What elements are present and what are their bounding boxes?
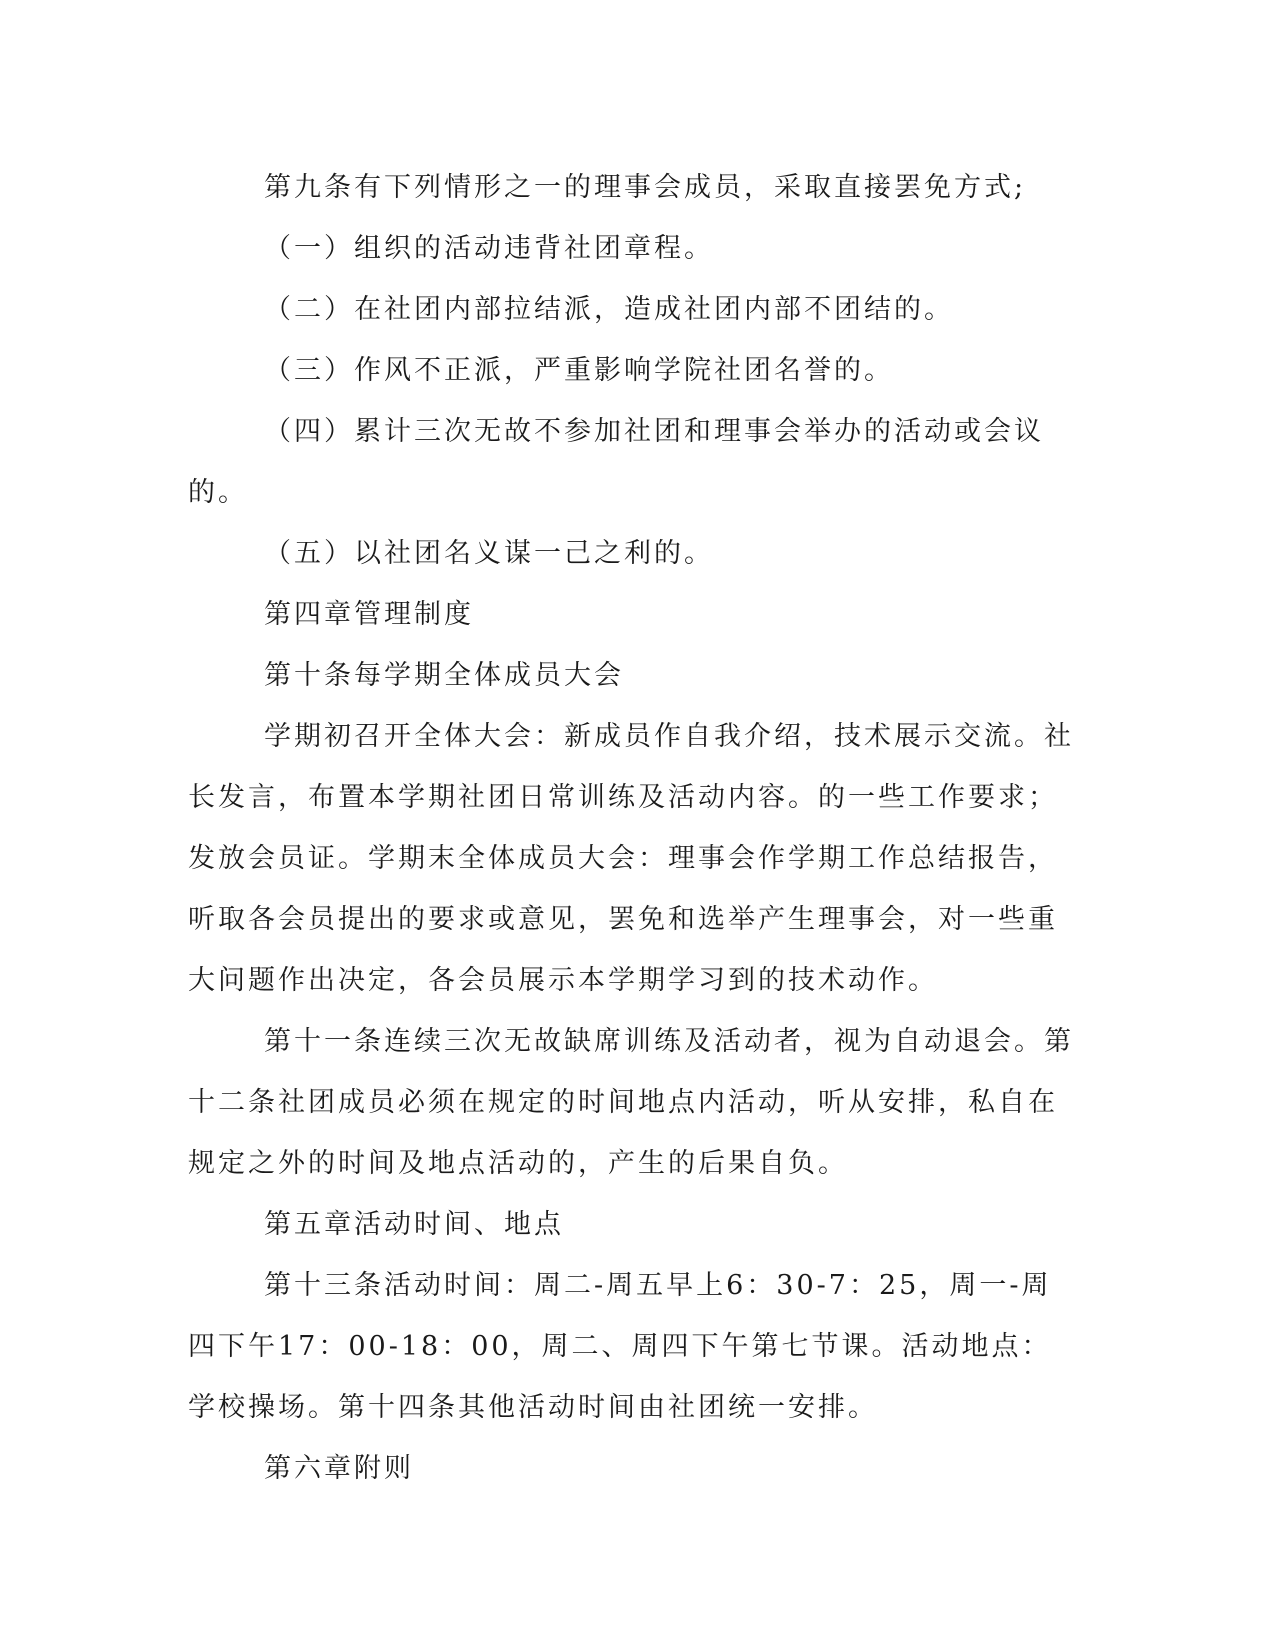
article-9-item-2: （二）在社团内部拉结派，造成社团内部不团结的。 (264, 294, 954, 325)
article-10-heading: 第十条每学期全体成员大会 (264, 660, 624, 691)
article-11-12-body: 第十一条连续三次无故缺席训练及活动者，视为自动退会。第十二条社团成员必须在规定的时间地点内活动，听从安排，私自在规定之外的时间及地点活动的，产生的后果自负。 (188, 1026, 1074, 1179)
chapter-5-title: 第五章活动时间、地点 (264, 1209, 564, 1240)
article-9-item-4: （四）累计三次无故不参加社团和理事会举办的活动或会议的。 (188, 416, 1044, 508)
article-13-14-body: 第十三条活动时间：周二-周五早上6：30-7：25，周一-周四下午17：00-18：00，周二、周四下午第七节课。活动地点：学校操场。第十四条其他活动时间由社团统一安排。 (188, 1270, 1052, 1423)
chapter-4-title: 第四章管理制度 (264, 599, 474, 630)
article-10-body: 学期初召开全体大会：新成员作自我介绍，技术展示交流。社长发言，布置本学期社团日常训练及活动内容。的一些工作要求；发放会员证。学期末全体成员大会：理事会作学期工作总结报告，听取各会员提出的要求或意见，罢免和选举产生理事会，对一些重大问题作出决定，各会员展示本学期学习到的技术动作。 (188, 721, 1074, 996)
article-9-item-1: （一）组织的活动违背社团章程。 (264, 233, 714, 264)
document-body (188, 157, 1078, 1499)
chapter-6-title: 第六章附则 (264, 1453, 414, 1484)
article-9-item-5: （五）以社团名义谋一己之利的。 (264, 538, 714, 569)
article-9-heading: 第九条有下列情形之一的理事会成员，采取直接罢免方式; (264, 172, 1027, 203)
article-9-item-3: （三）作风不正派，严重影响学院社团名誉的。 (264, 355, 894, 386)
